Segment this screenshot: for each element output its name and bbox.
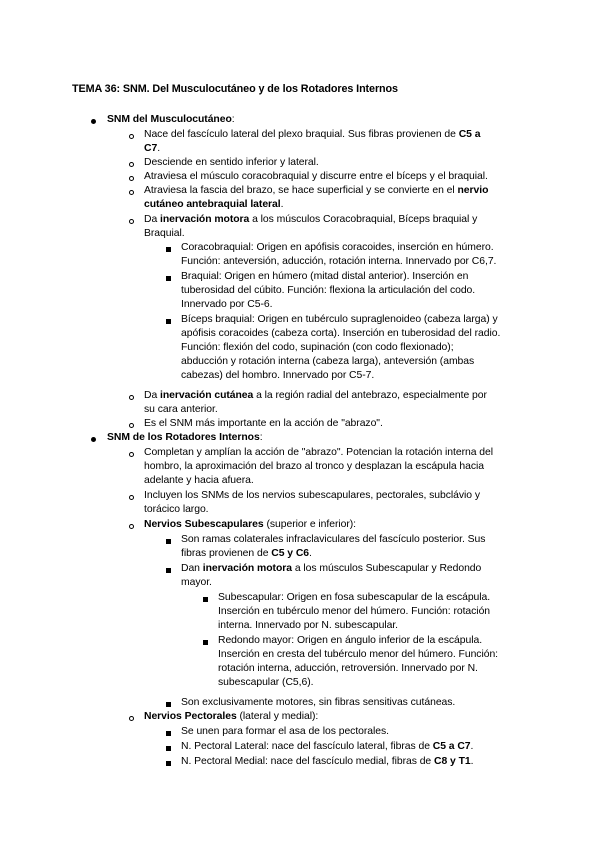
page-title: TEMA 36: SNM. Del Musculocutáneo y de los Rotadores Internos [72, 83, 398, 95]
list-item: Es el SNM más importante en la acción de "abrazo". [144, 418, 383, 429]
list-item-continuation: Braquial. [144, 228, 185, 239]
list-item: Da inervación motora a los músculos Coracobraquial, Bíceps braquial y [144, 214, 478, 225]
square-bullet-icon [166, 568, 171, 573]
square-bullet-icon [166, 746, 171, 751]
circle-bullet-icon [129, 219, 134, 224]
list-item: Completan y amplían la acción de "abrazo". Potencian la rotación interna del [144, 447, 493, 458]
list-item-continuation: rotación interna, aducción, retroversión. Innervado por N. [218, 663, 478, 674]
circle-bullet-icon [129, 716, 134, 721]
list-item-continuation: Inserción en tubérculo menor del húmero. Función: rotación [218, 606, 491, 617]
square-bullet-icon [203, 597, 208, 602]
list-item: Son exclusivamente motores, sin fibras sensitivas cutáneas. [181, 697, 456, 708]
circle-bullet-icon [129, 452, 134, 457]
list-item: Desciende en sentido inferior y lateral. [144, 157, 319, 168]
list-item: Bíceps braquial: Origen en tubérculo supraglenoideo (cabeza larga) y [181, 314, 498, 325]
list-item: Son ramas colaterales infraclaviculares del fascículo posterior. Sus [181, 534, 486, 545]
list-item-continuation: Innervado por C5-6. [181, 299, 273, 310]
list-item: Atraviesa la fascia del brazo, se hace superficial y se convierte en el nervio [144, 185, 489, 196]
list-item-continuation: hombro, la aproximación del brazo al tronco y desplazan la escápula hacia [144, 461, 485, 472]
circle-bullet-icon [129, 176, 134, 181]
list-item: Redondo mayor: Origen en ángulo inferior de la escápula. [218, 635, 483, 646]
square-bullet-icon [166, 247, 171, 252]
list-item-continuation: apófisis coracoides (cabeza corta). Inserción en tuberosidad del radio. [181, 328, 501, 339]
list-item-continuation: torácico largo. [144, 504, 209, 515]
square-bullet-icon [166, 319, 171, 324]
list-item-continuation: C7. [144, 143, 161, 154]
list-item: Incluyen los SNMs de los nervios subescapulares, pectorales, subclávio y [144, 490, 480, 501]
square-bullet-icon [166, 702, 171, 707]
section-heading-rotadores: SNM de los Rotadores Internos: [107, 432, 263, 443]
list-item: Nervios Subescapulares (superior e inferior): [144, 519, 357, 530]
circle-bullet-icon [129, 495, 134, 500]
list-item: Da inervación cutánea a la región radial del antebrazo, especialmente por [144, 390, 487, 401]
list-item: Nervios Pectorales (lateral y medial): [144, 711, 319, 722]
list-item: Se unen para formar el asa de los pectorales. [181, 726, 389, 737]
square-bullet-icon [166, 731, 171, 736]
circle-bullet-icon [129, 134, 134, 139]
bullet-icon [91, 119, 96, 124]
list-item-continuation: abducción y rotación interna (cabeza larga), anteversión (ambas [181, 356, 475, 367]
list-item-continuation: fibras provienen de C5 y C6. [181, 548, 312, 559]
square-bullet-icon [166, 761, 171, 766]
circle-bullet-icon [129, 395, 134, 400]
list-item-continuation: cabezas) del hombro. Innervado por C5-7. [181, 370, 375, 381]
list-item: Dan inervación motora a los músculos Subescapular y Redondo [181, 563, 482, 574]
circle-bullet-icon [129, 423, 134, 428]
list-item-continuation: mayor. [181, 577, 212, 588]
list-item-continuation: Función: flexión del codo, supinación (con codo flexionado); [181, 342, 454, 353]
section-heading-musculocutaneo: SNM del Musculocutáneo: [107, 114, 235, 125]
list-item-continuation: interna. Innervado por N. subescapular. [218, 620, 398, 631]
list-item-continuation: tuberosidad del cúbito. Función: flexiona la articulación del codo. [181, 285, 476, 296]
list-item-continuation: Inserción en cresta del tubérculo menor del húmero. Función: [218, 649, 499, 660]
list-item-continuation: subescapular (C5,6). [218, 677, 314, 688]
circle-bullet-icon [129, 524, 134, 529]
list-item-continuation: adelante y hacia afuera. [144, 475, 254, 486]
list-item: N. Pectoral Medial: nace del fascículo medial, fibras de C8 y T1. [181, 756, 474, 767]
list-item-continuation: cutáneo antebraquial lateral. [144, 199, 284, 210]
list-item: Nace del fascículo lateral del plexo braquial. Sus fibras provienen de C5 a [144, 129, 481, 140]
list-item-continuation: su cara anterior. [144, 404, 218, 415]
list-item-continuation: Función: anteversión, aducción, rotación interna. Innervado por C6,7. [181, 256, 497, 267]
list-item: Subescapular: Origen en fosa subescapular de la escápula. [218, 592, 491, 603]
bullet-icon [91, 437, 96, 442]
circle-bullet-icon [129, 162, 134, 167]
square-bullet-icon [166, 276, 171, 281]
list-item: Atraviesa el músculo coracobraquial y discurre entre el bíceps y el braquial. [144, 171, 488, 182]
list-item: Braquial: Origen en húmero (mitad distal anterior). Inserción en [181, 271, 469, 282]
square-bullet-icon [166, 539, 171, 544]
circle-bullet-icon [129, 190, 134, 195]
list-item: Coracobraquial: Origen en apófisis coracoides, inserción en húmero. [181, 242, 494, 253]
list-item: N. Pectoral Lateral: nace del fascículo lateral, fibras de C5 a C7. [181, 741, 474, 752]
square-bullet-icon [203, 640, 208, 645]
